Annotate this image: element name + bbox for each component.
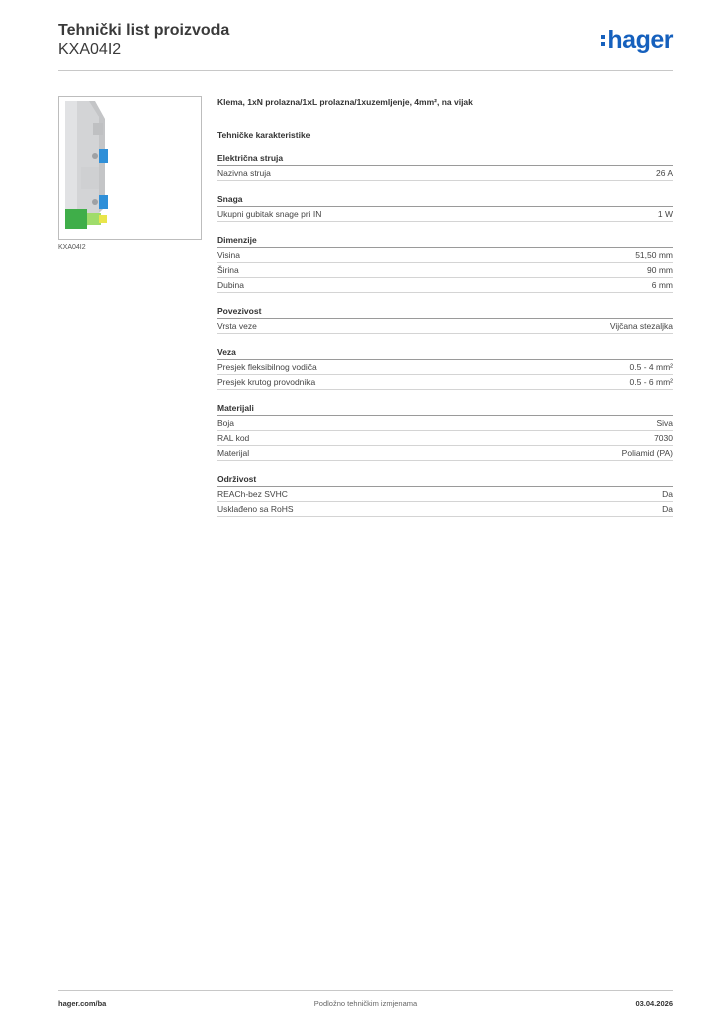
- logo-dots-icon: [601, 35, 605, 46]
- spec-value: Da: [662, 489, 673, 499]
- website-link[interactable]: hager.com/ba: [58, 999, 107, 1008]
- spec-row: [217, 446, 673, 461]
- spec-value: 7030: [654, 433, 673, 443]
- spec-group: [217, 346, 673, 390]
- spec-label: Visina: [217, 250, 240, 260]
- spec-label: RAL kod: [217, 433, 250, 443]
- page-header: [58, 20, 673, 71]
- group-title: Snaga: [217, 193, 673, 207]
- spec-value: 0.5 - 4 mm²: [629, 362, 673, 372]
- spec-row: [217, 431, 673, 446]
- product-image: [58, 96, 202, 240]
- spec-value: Vijčana stezaljka: [609, 321, 673, 331]
- spec-label: REACh-bez SVHC: [217, 489, 288, 499]
- group-title: Veza: [217, 346, 673, 360]
- spec-row: [217, 416, 673, 431]
- spec-label: Dubina: [217, 280, 244, 290]
- spec-row: [217, 375, 673, 390]
- page-footer: [58, 990, 673, 1021]
- spec-row: [217, 263, 673, 278]
- spec-row: [217, 487, 673, 502]
- spec-value: 90 mm: [647, 265, 673, 275]
- page-title: Tehnički list proizvoda: [58, 22, 230, 39]
- spec-label: Širina: [217, 265, 239, 275]
- spec-row: [217, 207, 673, 222]
- spec-value: 1 W: [657, 209, 673, 219]
- spec-row: [217, 248, 673, 263]
- group-title: Povezivost: [217, 305, 673, 319]
- spec-row: [217, 319, 673, 334]
- spec-row: [217, 166, 673, 181]
- spec-value: Poliamid (PA): [621, 448, 673, 458]
- group-title: Materijali: [217, 402, 673, 416]
- spec-row: [217, 360, 673, 375]
- logo-wordmark: hager: [607, 26, 673, 54]
- spec-value: 26 A: [655, 168, 673, 178]
- spec-label: Nazivna struja: [217, 168, 271, 178]
- spec-value: 51,50 mm: [635, 250, 673, 260]
- product-description: Klema, 1xN prolazna/1xL prolazna/1xuzemljenje, 4mm², na vijak: [217, 97, 473, 107]
- spec-label: Boja: [217, 418, 235, 428]
- spec-label: Presjek fleksibilnog vodiča: [217, 362, 317, 372]
- spec-group: [217, 305, 673, 334]
- spec-label: Usklađeno sa RoHS: [217, 504, 294, 514]
- image-caption: KXA04I2: [58, 244, 86, 251]
- spec-value: Da: [662, 504, 673, 514]
- characteristics-heading: Tehničke karakteristike: [217, 130, 311, 140]
- product-code: KXA04I2: [58, 41, 122, 58]
- spec-value: 6 mm: [651, 280, 673, 290]
- spec-group: [217, 402, 673, 461]
- spec-value: 0.5 - 6 mm²: [629, 377, 673, 387]
- spec-label: Materijal: [217, 448, 250, 458]
- spec-group: [217, 234, 673, 293]
- hager-logo[interactable]: [601, 27, 673, 53]
- spec-value: Siva: [656, 418, 673, 428]
- spec-group: [217, 152, 673, 181]
- footer-notice: Podložno tehničkim izmjenama: [313, 999, 418, 1008]
- spec-sheet: [217, 96, 673, 517]
- terminal-block-icon: [59, 97, 201, 239]
- group-title: Održivost: [217, 473, 673, 487]
- spec-label: Presjek krutog provodnika: [217, 377, 316, 387]
- spec-row: [217, 278, 673, 293]
- spec-row: [217, 502, 673, 517]
- spec-label: Vrsta veze: [217, 321, 257, 331]
- spec-group: [217, 193, 673, 222]
- spec-group: [217, 473, 673, 517]
- spec-label: Ukupni gubitak snage pri IN: [217, 209, 322, 219]
- document-date: 03.04.2026: [635, 999, 673, 1008]
- group-title: Električna struja: [217, 152, 673, 166]
- group-title: Dimenzije: [217, 234, 673, 248]
